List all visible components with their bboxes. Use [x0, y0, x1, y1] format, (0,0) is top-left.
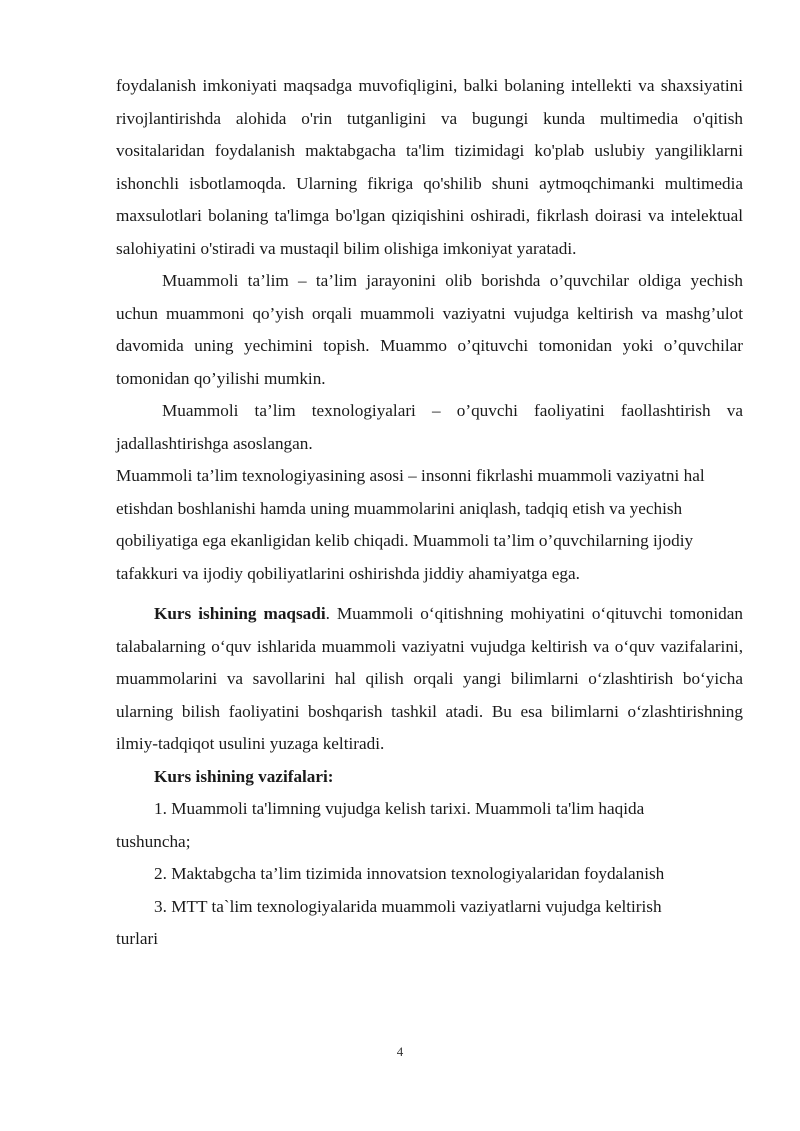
tasks-heading-text: Kurs ishining vazifalari: [154, 766, 334, 786]
task-item-2: 2. Maktabgcha ta’lim tizimida innovatsion texnologiyalaridan foydalanish [154, 864, 665, 883]
paragraph-technology-basis: Muammoli ta’lim texnologiyasining asosi – insonni fikrlashi muammoli vaziyatni hal etishdan boshlanishi hamda uning muammolarini aniqlash, tadqiq etish va yechish qobiliyatiga ega ekanligidan kelib chiqadi. Muammoli ta’lim o’quvchilarning ijodiy tafakkuri va ijodiy qobiliyatlarini oshirishda jiddiy ahamiyatga ega. [116, 466, 705, 583]
paragraph-problem-learning-definition: Muammoli ta’lim – ta’lim jarayonini olib borishda o’quvchilar oldiga yechish uchun muammoni qo’yish orqali muammoli vaziyatni vujudga keltirish va mashg’ulot davomida uning yechimini topish. Muammo o’qituvchi tomonidan yoki o’quvchilar tomonidan qo’yilishi mumkin. [116, 271, 743, 388]
task-item-3-continuation: turlari [116, 929, 158, 948]
course-goal-heading: Kurs ishining maqsadi [154, 604, 326, 623]
paragraph-problem-learning-technologies: Muammoli ta’lim texnologiyalari – o’quvchi faoliyatini faollashtirish va jadallashtirishga asoslangan. [116, 401, 743, 453]
paragraph-multimedia: foydalanish imkoniyati maqsadga muvofiqligini, balki bolaning intellekti va shaxsiyatini rivojlantirishda alohida o'rin tutganligini va bugungi kunda multimedia o'qitish vositalaridan foydalanish maktabgacha ta'lim tizimidagi ko'plab uslubiy yangiliklarni ishonchli isbotlamoqda. Ularning fikriga qo'shilib shuni aytmoqchimanki multimedia maxsulotlari bolaning ta'limga bo'lgan qiziqishini oshiradi, fikrlash doirasi va intelektual salohiyatini o'stiradi va mustaqil bilim olishiga imkoniyat yaratadi. [116, 76, 743, 258]
task-item-1: 1. Muammoli ta'limning vujudga kelish tarixi. Muammoli ta'lim haqida [154, 799, 645, 818]
task-item-3: 3. MTT ta`lim texnologiyalarida muammoli vaziyatlarni vujudga keltirish [154, 896, 662, 916]
page-body [116, 70, 743, 956]
tasks-heading [116, 761, 743, 794]
course-goal-text: . Muammoli o‘qitishning mohiyatini o‘qituvchi tomonidan talabalarning o‘quv ishlarida muammoli vaziyatni vujudga keltirish va o‘quv vazifalarini, muammolarini va savollarini hal qilish orqali yangi bilimlarni o‘zlashtirish bo‘yicha ularning bilish faoliyatini boshqarish tashkil atadi. Bu esa bilimlarni o‘zlashtirishning ilmiy-tadqiqot usulini yuzaga keltiradi. [116, 604, 743, 753]
paragraph-course-goal [116, 598, 743, 761]
task-item-1-continuation: tushuncha; [116, 831, 191, 851]
tasks-list [116, 793, 743, 956]
page-number: 4 [396, 1044, 404, 1059]
